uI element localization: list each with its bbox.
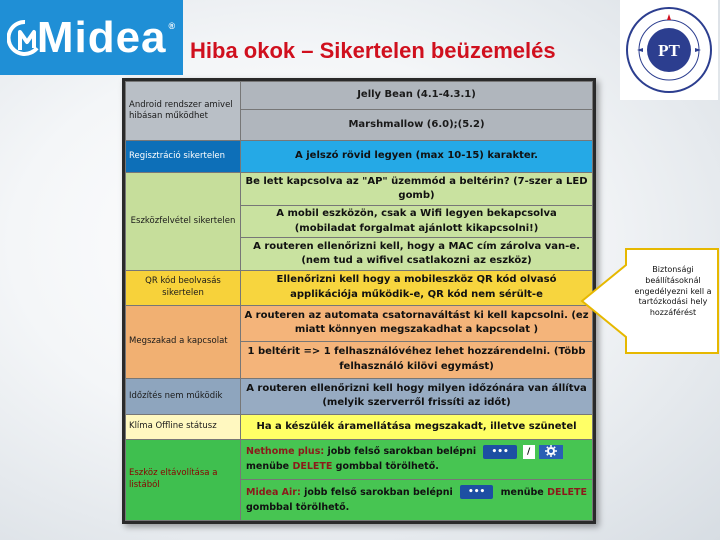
- partner-logo-text: PT: [658, 41, 680, 60]
- offline-label: Klíma Offline státusz: [126, 415, 241, 439]
- device-value-wifi-only: A mobil eszközön, csak a Wifi legyen bekapcsolva (mobiladat forgalmat ajánlott kikapcsolni!): [241, 205, 593, 238]
- nethome-separator: /: [523, 445, 535, 459]
- nethome-text-2: menübe: [246, 461, 290, 473]
- pt-seal-icon: [625, 6, 713, 94]
- registration-value: A jelszó rövid legyen (max 10-15) karakter.: [241, 140, 593, 173]
- connection-label: Megszakad a kapcsolat: [126, 305, 241, 378]
- midea-air-instruction: [241, 480, 593, 521]
- partner-logo: [620, 0, 718, 100]
- midea-swoosh-icon: [7, 18, 41, 58]
- nethome-delete: DELETE: [292, 461, 333, 473]
- device-add-label: Eszközfelvétel sikertelen: [126, 173, 241, 271]
- midea-logo: [0, 0, 183, 75]
- android-label: Android rendszer amivel hibásan működhet: [126, 82, 241, 141]
- timer-value: A routeren ellenőrizni kell hogy milyen időzónára van állítva (melyik szerverről frissíti az időt): [241, 378, 593, 415]
- callout-text: Biztonsági beállításoknál engedélyezni kell a tartózkodási hely hozzáférést: [634, 265, 712, 318]
- device-value-ap-mode: Be lett kapcsolva az "AP" üzemmód a beltérin? (7-szer a LED gomb): [241, 173, 593, 206]
- registration-label: Regisztráció sikertelen: [126, 140, 241, 173]
- remove-device-label: Eszköz eltávolítása a listából: [126, 439, 241, 520]
- connection-value-channel: A routeren az automata csatornaváltást ki kell kapcsolni. (ez miatt könnyen megszakadhat a kapcsolat ): [241, 305, 593, 342]
- midea-air-text-2: menübe: [500, 486, 544, 498]
- qr-value: Ellenőrizni kell hogy a mobileszköz QR kód olvasó applikációja működik-e, QR kód nem sérült-e: [241, 271, 593, 306]
- android-value-marshmallow: Marshmallow (6.0);(5.2): [241, 110, 593, 140]
- gear-icon: [539, 445, 563, 459]
- qr-label: QR kód beolvasás sikertelen: [126, 271, 241, 306]
- connection-value-single-user: 1 beltérit => 1 felhasználóvéhez lehet hozzárendelni. (Több felhasználó kilövi egymást): [241, 342, 593, 379]
- registered-mark: ®: [168, 20, 177, 31]
- offline-value: Ha a készülék áramellátása megszakadt, illetve szünetel: [241, 415, 593, 439]
- page-title: Hiba okok – Sikertelen beüzemelés: [190, 38, 556, 63]
- nethome-text-3: gombbal törölhető.: [335, 461, 439, 473]
- nethome-brand: Nethome plus:: [246, 446, 325, 458]
- nethome-instruction: [241, 439, 593, 480]
- callout: [580, 245, 720, 360]
- midea-air-text-1: jobb felső sarokban belépni: [304, 486, 453, 498]
- midea-air-brand: Midea Air:: [246, 486, 301, 498]
- nethome-menu-dots-icon: •••: [483, 445, 516, 459]
- midea-air-menu-dots-icon: •••: [460, 485, 493, 499]
- midea-air-delete: DELETE: [547, 486, 587, 498]
- midea-air-text-3: gombbal törölhető.: [246, 502, 350, 514]
- troubleshooting-table: [122, 78, 596, 524]
- logo-text: Midea: [36, 12, 167, 62]
- timer-label: Időzítés nem működik: [126, 378, 241, 415]
- nethome-text-1: jobb felső sarokban belépni: [327, 446, 477, 458]
- device-value-mac-lock: A routeren ellenőrizni kell, hogy a MAC cím zárolva van-e. (nem tud a wifivel csatlakozni az eszköz): [241, 238, 593, 271]
- android-value-jelly-bean: Jelly Bean (4.1-4.3.1): [241, 82, 593, 110]
